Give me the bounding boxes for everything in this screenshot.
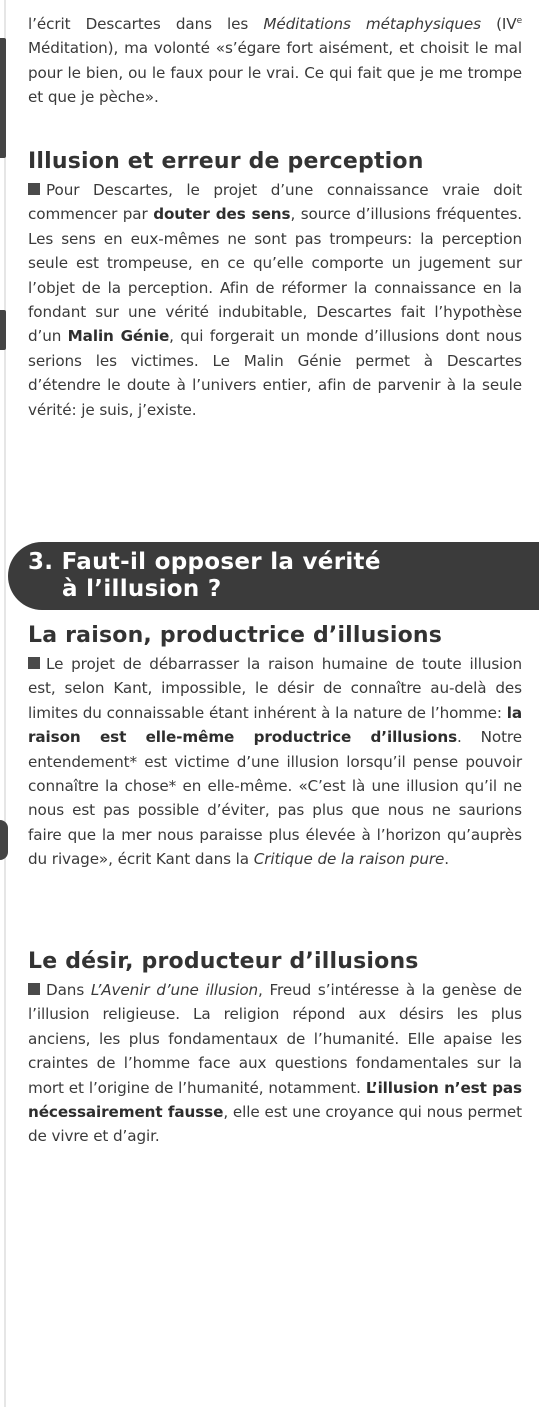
intro-block [28, 12, 522, 110]
section-heading: Le désir, producteur d’illusions [28, 949, 419, 974]
paragraph-text: , Freud s’intéresse à la genèse de l’illusion religieuse. La religion répond aux désirs les plus anciens, les plus fondamentaux de l’humanité. Elle apaise les craintes de l’homme face aux questions fondamentales sur la mort et l’origine de l’humanité, notamment. [28, 981, 522, 1097]
paragraph-text: . Notre entendement* est victime d’une illusion lorsqu’il pense pouvoir connaître la chose* en elle-même. «C’est là une illusion qu’il ne nous est pas possible d’éviter, pas plus que nous ne saurions faire que la mer nous paraisse plus élevée à l’horizon qu’auprès du rivage», écrit Kant dans la [28, 728, 522, 869]
book-title: L’Avenir d’une illusion [90, 981, 259, 999]
paragraph-text: , elle est une croyance qui nous permet de vivre et d’agir. [28, 1103, 522, 1146]
page-edge-mark [0, 820, 8, 860]
square-bullet-icon [28, 183, 40, 195]
section-heading: Illusion et erreur de perception [28, 149, 424, 174]
intro-text: Méditation), ma volonté «s’égare fort aisément, et choisit le mal pour le bien, ou le faux pour le vrai. Ce qui fait que je me trompe et que je pèche». [28, 39, 522, 107]
chapter-banner [0, 542, 539, 610]
section-desir [28, 948, 522, 1149]
page-gutter-line [4, 0, 6, 1407]
intro-text: l’écrit Descartes dans les [28, 15, 264, 33]
bold-text: douter des sens [153, 205, 291, 224]
section-paragraph [28, 178, 522, 422]
page-edge-mark [0, 310, 6, 350]
banner-title-line: 3. Faut-il opposer la vérité [28, 549, 381, 575]
book-title: Critique de la raison pure [253, 850, 445, 869]
section-perception [28, 148, 522, 422]
page-edge-mark [0, 38, 6, 158]
paragraph-text: Dans [46, 981, 91, 999]
paragraph-text: Le projet de débarrasser la raison humaine de toute illusion est, selon Kant, impossible, le désir de connaître au-delà des limites du connaissable étant inhérent à la nature de l’homme: [28, 655, 522, 722]
banner-title [28, 549, 381, 603]
intro-text: (IV [480, 15, 517, 33]
square-bullet-icon [28, 983, 40, 995]
paragraph-text: , qui forgerait un monde d’illusions dont nous serions les victimes. Le Malin Génie permet à Descartes d’étendre le doute à l’univers entier, afin de parvenir à la seule vérité: je suis, j’existe. [28, 327, 522, 419]
bold-text: la raison est elle-même productrice d’illusions [28, 703, 522, 747]
section-paragraph [28, 978, 522, 1149]
paragraph-text: Pour Descartes, le projet d’une connaissance vraie doit commencer par [28, 181, 522, 224]
section-paragraph [28, 652, 522, 872]
book-title: Méditations métaphysiques [263, 15, 481, 33]
bold-text: Malin Génie [67, 327, 170, 346]
section-raison [28, 622, 522, 872]
intro-paragraph [28, 12, 522, 110]
superscript: e [516, 15, 522, 26]
bold-text: L’illusion n’est pas nécessairement fausse [28, 1078, 522, 1122]
paragraph-text: . [444, 850, 449, 869]
banner-title-line: à l’illusion ? [62, 576, 222, 602]
square-bullet-icon [28, 657, 40, 669]
paragraph-text: , source d’illusions fréquentes. Les sens en eux-mêmes ne sont pas trompeurs: la perception seule est trompeuse, en ce qu’elle comporte un jugement sur l’objet de la perception. Afin de réformer la connaissance en la fondant sur une vérité indubitable, Descartes fait l’hypothèse d’un [28, 205, 523, 346]
section-heading: La raison, productrice d’illusions [28, 623, 443, 648]
